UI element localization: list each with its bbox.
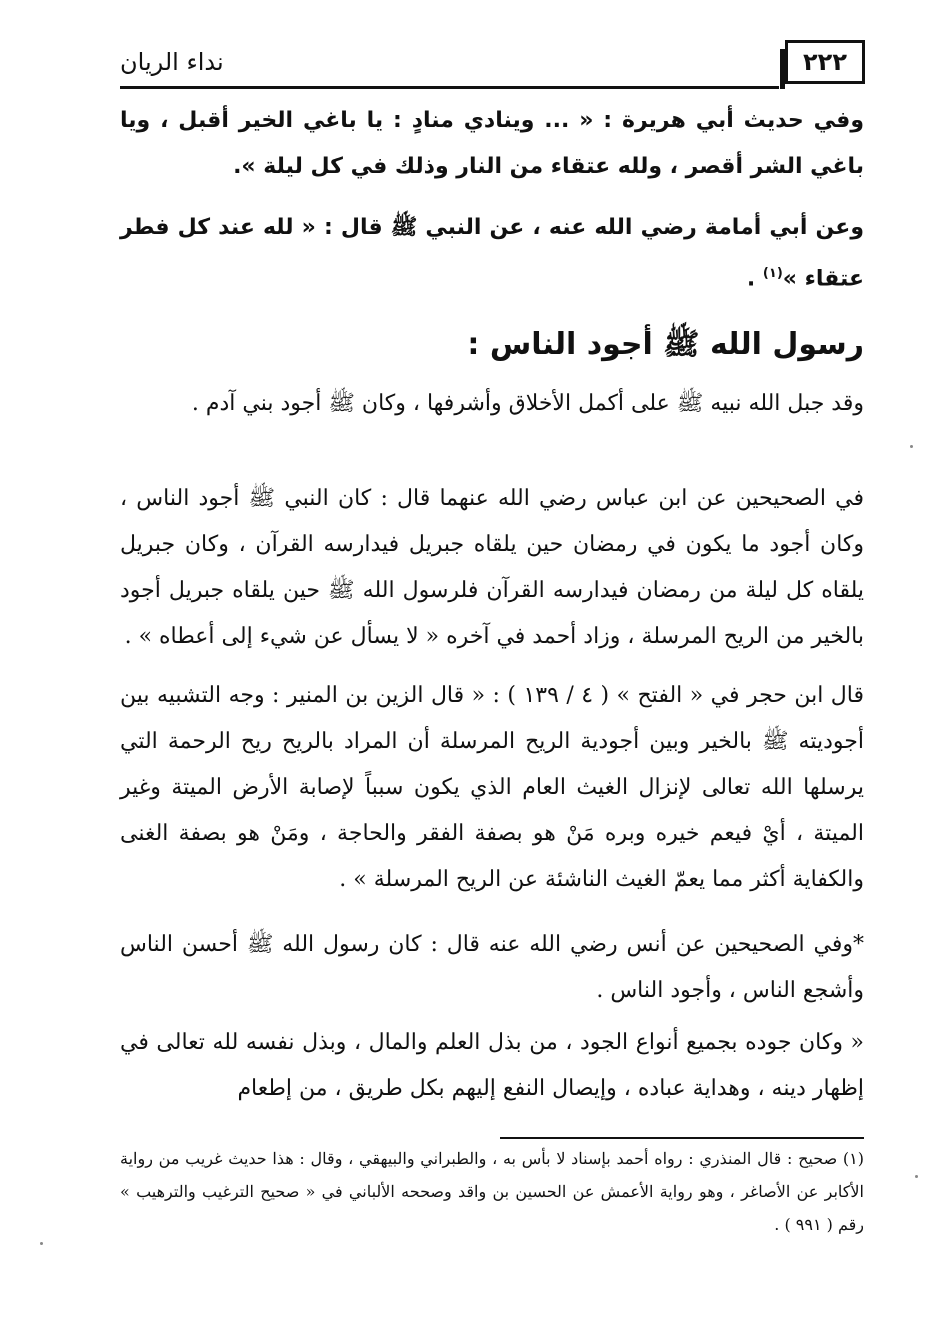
- header-rule: [120, 86, 779, 89]
- footnote-marker: (١): [762, 266, 783, 281]
- paragraph-ibn-abbas: في الصحيحين عن ابن عباس رضي الله عنهما قال : كان النبي ﷺ أجود الناس ، وكان أجود ما يكون في رمضان حين يلقاه جبريل فيدارسه القرآن ، وكان جبريل يلقاه كل ليلة من رمضان فيدارسه القرآن فلرسول الله ﷺ حين يلقاه جبريل أجود بالخير من الريح المرسلة ، وزاد أحمد في آخره « لا يسأل عن شيء إلى أعطاه » .: [120, 486, 864, 649]
- page-header: [120, 40, 865, 90]
- footnote-text: (١) صحيح : قال المنذري : رواه أحمد بإسناد لا بأس به ، والطبراني والبيهقي ، وقال : هذا حديث غريب من رواية الأكابر عن الأصاغر ، وهو رواية الأعمش عن الحسين بن واقد وصححه الألباني في « صحيح الترغيب والترهيب » رقم ( ٩٩١ ) .: [120, 1149, 864, 1234]
- scan-speck: [915, 1175, 918, 1178]
- paragraph-ibn-hajar: قال ابن حجر في « الفتح » ( ٤ / ١٣٩ ) : « قال الزين بن المنير : وجه التشبيه بين أجوديته ﷺ بالخير وبين أجودية الريح المرسلة أن المراد بالريح ريح الرحمة التي يرسلها الله تعالى لإنزال الغيث العام الذي يكون سبباً لإصابة الأرض الميتة وغير الميتة ، أيْ فيعم خيره وبره مَنْ هو بصفة الفقر والحاجة ، ومَنْ هو بصفة الغنى والكفاية أكثر مما يعمّ الغيث الناشئة عن الريح المرسلة » .: [120, 683, 864, 892]
- paragraph-intro: وقد جبل الله نبيه ﷺ على أكمل الأخلاق وأشرفها ، وكان ﷺ أجود بني آدم .: [191, 391, 864, 416]
- section-heading: رسول الله ﷺ أجود الناس :: [467, 327, 864, 362]
- scan-speck: [910, 445, 913, 448]
- paragraph-anas: *وفي الصحيحين عن أنس رضي الله عنه قال : كان رسول الله ﷺ أحسن الناس وأشجع الناس ، وأجود الناس .: [120, 932, 864, 1003]
- paragraph-abu-umama: [120, 205, 864, 302]
- paragraph-abu-umama-text: وعن أبي أمامة رضي الله عنه ، عن النبي ﷺ قال : « لله عند كل فطر عتقاء »: [120, 215, 864, 292]
- paragraph-abu-hurayra: وفي حديث أبي هريرة : « ... وينادي منادٍ : يا باغي الخير أقبل ، ويا باغي الشر أقصر ، ولله عتقاء من النار وذلك في كل ليلة ».: [120, 108, 864, 179]
- paragraph-abu-umama-end: .: [746, 266, 763, 292]
- scan-speck: [40, 1242, 43, 1245]
- paragraph-generosity: « وكان جوده بجميع أنواع الجود ، من بذل العلم والمال ، وبذل نفسه لله تعالى في إظهار دينه ، وهداية عباده ، وإيصال النفع إليهم بكل طريق ، من إطعام: [120, 1030, 864, 1101]
- running-title: نداء الريان: [120, 48, 224, 76]
- footnote-rule: [500, 1137, 864, 1139]
- page-number: ٢٢٢: [785, 40, 865, 84]
